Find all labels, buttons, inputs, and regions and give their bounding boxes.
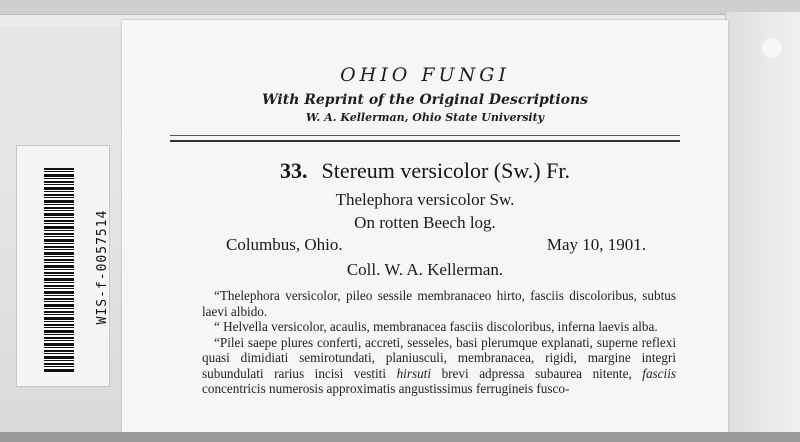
specimen-number: 33. (280, 158, 308, 183)
desc3-part-a: “Pilei saepe plures conferti, accreti, sesseles, basi plerumque explanati, superne reflexi quasi dimidiati semirotundati, planiusculi, membranacea, rigidi, margine integri subundulati rarius incisi vestiti (202, 334, 676, 381)
label-title: OHIO FUNGI (340, 64, 510, 86)
collection-date: May 10, 1901. (546, 235, 646, 254)
envelope-hole-mark (760, 36, 784, 60)
original-description (202, 288, 676, 397)
envelope-bottom-edge (0, 432, 800, 442)
synonym: Thelephora versicolor Sw. (335, 190, 515, 209)
divider-thick (170, 140, 680, 142)
desc3-italic-hirsuti: hirsuti (396, 365, 432, 381)
desc3-italic-fasciis: fasciis (642, 365, 676, 381)
desc3-part-e: concentricis numerosis approximatis angustissimus ferrugineis fusco- (202, 381, 570, 396)
envelope-top-edge (0, 0, 800, 15)
envelope-flap (0, 26, 131, 126)
barcode-label (16, 145, 110, 387)
collector: Coll. W. A. Kellerman. (346, 260, 504, 279)
divider-thin (170, 135, 680, 136)
substrate: On rotten Beech log. (354, 213, 496, 232)
label-author: W. A. Kellerman, Ohio State University (305, 111, 545, 124)
locality-row (226, 235, 646, 257)
description-paragraph-1: “Thelephora versicolor, pileo sessile membranaceo hirto, fasciis discoloribus, subtus laevi albido. (202, 288, 676, 319)
barcode-icon (44, 168, 74, 373)
species-name: Stereum versicolor (Sw.) Fr. (321, 158, 570, 183)
description-paragraph-2: “ Helvella versicolor, acaulis, membranacea fasciis discoloribus, inferna laevis alba. (214, 319, 658, 334)
species-line (122, 158, 728, 184)
envelope-right-fold (725, 12, 800, 432)
barcode-id: WIS-f-0057514 (95, 209, 110, 325)
description-paragraph-3 (202, 335, 676, 397)
label-header (122, 64, 728, 124)
label-subtitle: With Reprint of the Original Descriptions (261, 92, 589, 108)
desc3-part-c: brevi adpressa subaurea nitente, (441, 365, 632, 381)
specimen-label (122, 20, 728, 432)
locality: Columbus, Ohio. (226, 235, 343, 254)
